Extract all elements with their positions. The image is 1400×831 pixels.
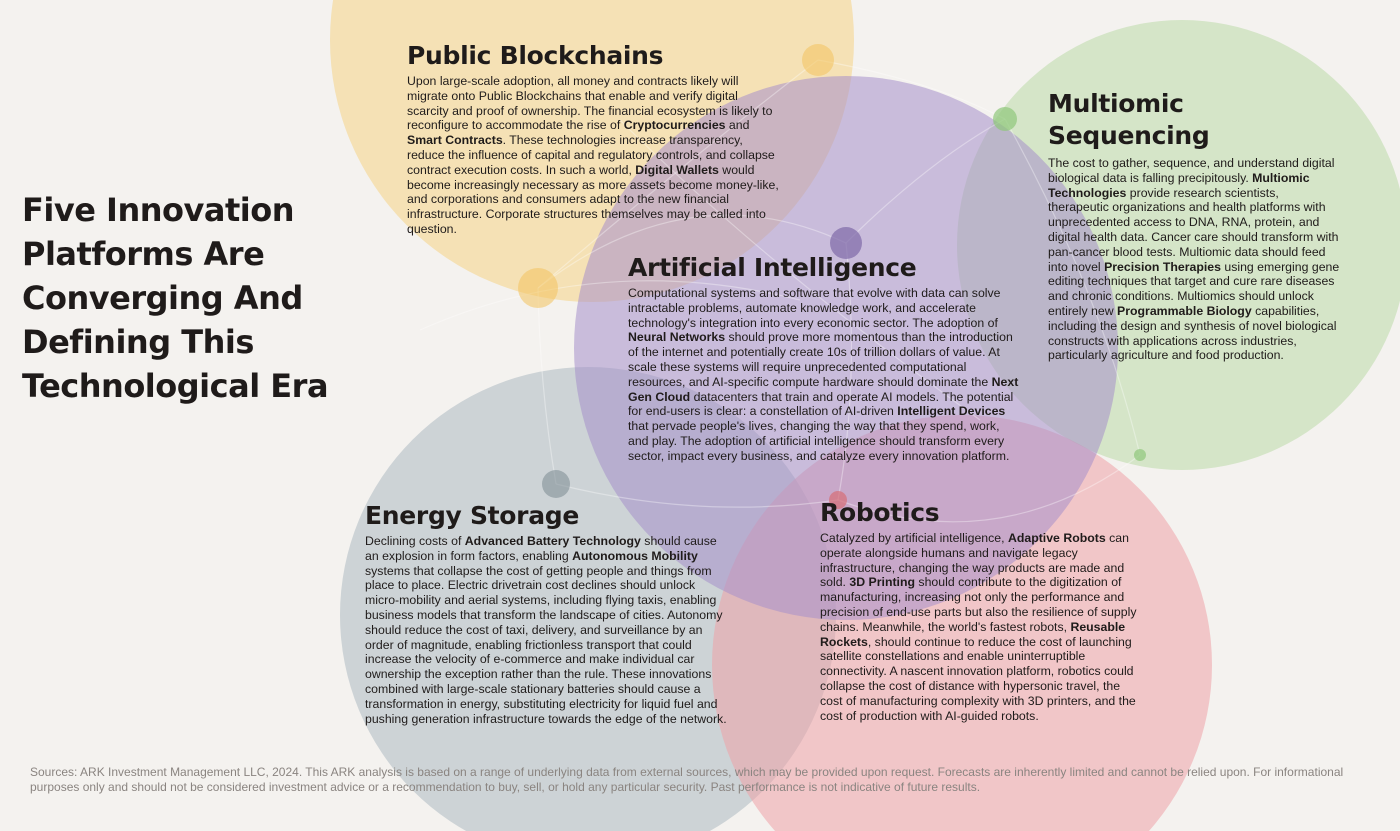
headline-line: Technological Era [22,367,329,405]
text-run: should cause an explosion in form factors, enabling [365,534,717,563]
multiomic-sequencing-text [1048,156,1340,363]
robotics-title: Robotics [820,498,940,527]
sources-footnote: Sources: ARK Investment Management LLC, 2024. This ARK analysis is based on a range of underlying data from external sources, which may be provided upon request. Forecasts are inherently limited and cannot be relied upon. For informational purposes only and should not be considered investment advice or a recommendation to buy, sell, or hold any particular security. Past performance is not indicative of future results. [30,765,1344,794]
headline-line: Defining This [22,323,254,361]
robotics-text [820,531,1145,723]
text-run: should prove more momentous than the introduction of the internet and potentially create 10s of trillion dollars of value. At scale these systems will require unprecedented computational resources, and AI-specific compute hardware should dominate the [628,330,1013,389]
headline-line: Five Innovation [22,191,294,229]
text-run: . These technologies increase transparency, reduce the influence of capital and regulatory controls, and collapse contract execution costs. In such a world, [407,133,775,177]
keyword: Neural Networks [628,330,726,345]
node-dot [518,268,558,308]
keyword: Cryptocurrencies [623,118,726,133]
text-run: would become increasingly necessary as more assets become money-like, and corporations and consumers adapt to the new financial infrastructure. Corporate structures themselves may be called into question. [407,162,779,236]
text-run: provide research scientists, therapeutic organizations and health platforms with unprecedented access to DNA, RNA, protein, and digital health data. Cancer care should transform with pan-cancer blood tests. Multiomic data should feed into novel [1048,185,1339,274]
keyword: Programmable Biology [1117,303,1252,318]
public-blockchains-text [407,74,779,237]
keyword: Intelligent Devices [897,404,1006,419]
keyword: Multiomic Technologies [1048,170,1310,200]
keyword: Advanced Battery Technology [464,534,641,548]
text-run: The cost to gather, sequence, and understand digital biological data is falling precipitously. [1048,156,1335,185]
text-run: Computational systems and software that evolve with data can solve intractable problems, automate knowledge work, and accelerate technology's integration into every economic sector. The adoption of [628,286,1001,330]
multiomic-sequencing-section [1048,88,1340,363]
public-blockchains-title: Public Blockchains [407,41,664,70]
text-run: capabilities, including the design and synthesis of novel biological constructs with applications across industries, particularly agriculture and food production. [1048,303,1337,363]
keyword: Precision Therapies [1104,259,1221,274]
public-blockchains-section [407,42,779,237]
headline-line: Platforms Are [22,235,265,273]
text-run: should contribute to the digitization of manufacturing, increasing not only the performance and precision of end-use parts but also the resilience of supply chains. Meanwhile, the world's fastest robots, [820,575,1137,634]
title-line: Sequencing [1048,121,1210,150]
text-run: Declining costs of [365,534,465,548]
keyword: Digital Wallets [635,162,719,177]
headline [22,188,342,408]
text-run: using emerging gene editing techniques that target and cure rare diseases and chronic conditions. Multiomics should unlock entirely new [1048,259,1340,318]
robotics-section [820,499,1145,723]
node-dot [802,44,834,76]
multiomic-sequencing-title [1048,88,1340,152]
keyword: Next Gen Cloud [628,374,1019,404]
text-run: and [725,118,750,133]
text-run: Catalyzed by artificial intelligence, [820,531,1008,545]
artificial-intelligence-title: Artificial Intelligence [628,253,917,282]
keyword: Adaptive Robots [1007,531,1106,545]
headline-line: Converging And [22,279,303,317]
energy-storage-section [365,502,730,726]
keyword: Smart Contracts [407,133,503,148]
text-run: systems that collapse the cost of getting people and things from place to place. Electric drivetrain cost declines should unlock micro-mobility and aerial systems, including flying taxis, enabling business models that transform the landscape of cities. Autonomy should reduce the cost of taxi, delivery, and surveillance by an order of magnitude, enabling frictionless transport that could increase the velocity of e-commerce and make individual car ownership the exception rather than the rule. These innovations combined with large-scale stationary batteries should cause a transformation in energy, substituting electricity for liquid fuel and pushing generation infrastructure towards the edge of the network. [365,563,727,726]
keyword: Reusable Rockets [820,619,1126,649]
node-dot [542,470,570,498]
energy-storage-text [365,534,730,726]
text-run: Upon large-scale adoption, all money and contracts likely will migrate onto Public Blockchains that enable and verify digital scarcity and proof of ownership. The financial ecosystem is likely to reconfigure to accommodate the rise of [407,74,773,133]
text-run: can operate alongside humans and navigate legacy infrastructure, changing the way products are made and sold. [820,531,1129,590]
artificial-intelligence-section [628,254,1020,464]
artificial-intelligence-text [628,286,1020,464]
keyword: 3D Printing [849,575,915,590]
keyword: Autonomous Mobility [572,548,698,563]
text-run: that pervade people's lives, changing the way that they spend, work, and play. The adoption of artificial intelligence should transform every sector, impact every business, and catalyze every innovation platform. [628,419,1010,463]
text-run: datacenters that train and operate AI models. The potential for end-users is clear: a constellation of AI-driven [628,389,1014,419]
text-run: , should continue to reduce the cost of launching satellite constellations and enable uninterruptible connectivity. A nascent innovation platform, robotics could collapse the cost of distance with hypersonic travel, the cost of manufacturing complexity with 3D printers, and the cost of production with AI-guided robots. [820,634,1136,723]
energy-storage-title: Energy Storage [365,501,580,530]
title-line: Multiomic [1048,89,1184,118]
node-dot [993,107,1017,131]
node-dot [1134,449,1146,461]
